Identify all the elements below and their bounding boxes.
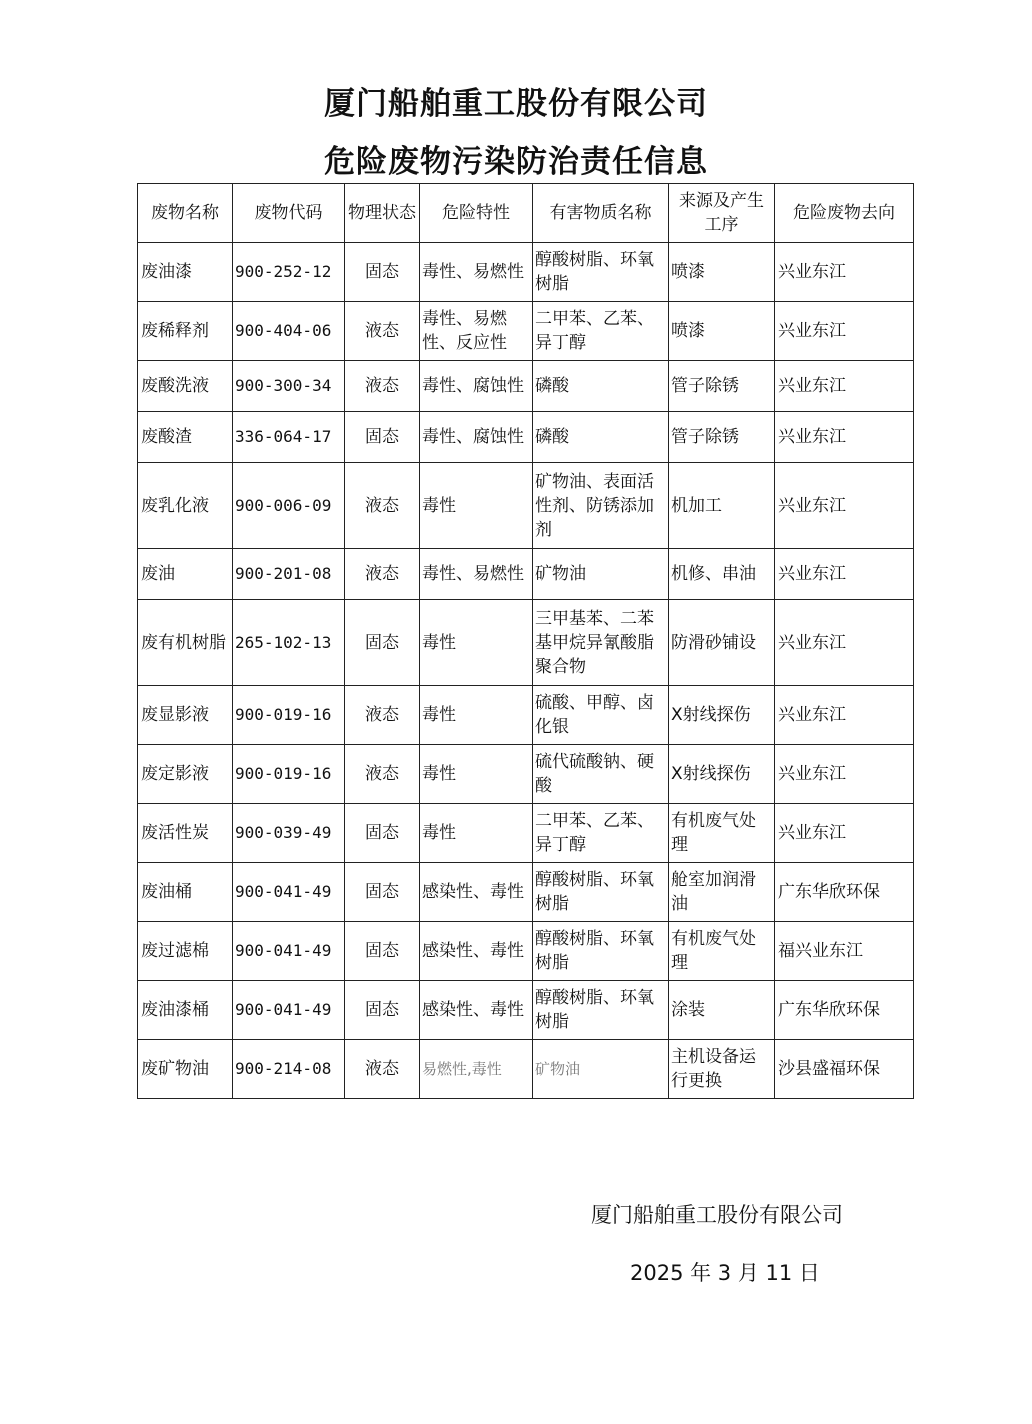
hazard-cell: 毒性、易燃性 <box>420 549 533 600</box>
header-waste-code: 废物代码 <box>233 184 345 243</box>
table-header-row <box>138 184 914 243</box>
hazard-cell: 毒性、腐蚀性 <box>420 412 533 463</box>
waste-code-cell: 900-019-16 <box>233 745 345 804</box>
hazard-cell: 毒性 <box>420 600 533 686</box>
waste-code-cell: 900-404-06 <box>233 302 345 361</box>
substance-cell: 硫代硫酸钠、硬酸 <box>533 745 669 804</box>
destination-cell: 沙县盛福环保 <box>775 1040 914 1099</box>
source-cell: 有机废气处理 <box>669 804 775 863</box>
waste-code-cell: 900-201-08 <box>233 549 345 600</box>
hazard-cell: 毒性 <box>420 804 533 863</box>
header-harmful-substance: 有害物质名称 <box>533 184 669 243</box>
source-cell: 主机设备运行更换 <box>669 1040 775 1099</box>
waste-name-cell: 废油桶 <box>138 863 233 922</box>
header-waste-name: 废物名称 <box>138 184 233 243</box>
waste-name-cell: 废酸渣 <box>138 412 233 463</box>
destination-cell: 兴业东江 <box>775 686 914 745</box>
destination-cell: 福兴业东江 <box>775 922 914 981</box>
waste-code-cell: 900-006-09 <box>233 463 345 549</box>
waste-name-cell: 废定影液 <box>138 745 233 804</box>
table-row <box>138 1040 914 1099</box>
table-row <box>138 243 914 302</box>
waste-name-cell: 废稀释剂 <box>138 302 233 361</box>
physical-state-cell: 固态 <box>345 600 420 686</box>
hazard-cell: 毒性、腐蚀性 <box>420 361 533 412</box>
waste-name-cell: 废有机树脂 <box>138 600 233 686</box>
source-cell: 管子除锈 <box>669 361 775 412</box>
header-source-process: 来源及产生工序 <box>669 184 775 243</box>
footer-company-name: 厦门船舶重工股份有限公司 <box>591 1203 843 1227</box>
hazard-cell: 毒性 <box>420 686 533 745</box>
footer-date: 2025 年 3 月 11 日 <box>630 1261 820 1285</box>
physical-state-cell: 液态 <box>345 745 420 804</box>
waste-name-cell: 废显影液 <box>138 686 233 745</box>
source-cell: 机修、串油 <box>669 549 775 600</box>
hazard-cell: 感染性、毒性 <box>420 863 533 922</box>
waste-name-cell: 废油漆桶 <box>138 981 233 1040</box>
substance-cell: 醇酸树脂、环氧树脂 <box>533 863 669 922</box>
substance-cell: 醇酸树脂、环氧树脂 <box>533 922 669 981</box>
destination-cell: 兴业东江 <box>775 243 914 302</box>
substance-cell: 矿物油 <box>533 1040 669 1099</box>
destination-cell: 兴业东江 <box>775 361 914 412</box>
document-title: 厦门船舶重工股份有限公司 <box>324 86 708 122</box>
waste-code-cell: 900-252-12 <box>233 243 345 302</box>
source-cell: 管子除锈 <box>669 412 775 463</box>
physical-state-cell: 液态 <box>345 361 420 412</box>
table-row <box>138 302 914 361</box>
waste-code-cell: 900-214-08 <box>233 1040 345 1099</box>
waste-name-cell: 废油漆 <box>138 243 233 302</box>
physical-state-cell: 固态 <box>345 981 420 1040</box>
table-row <box>138 922 914 981</box>
physical-state-cell: 固态 <box>345 243 420 302</box>
table-row <box>138 463 914 549</box>
hazardous-waste-table <box>137 183 914 1099</box>
destination-cell: 广东华欣环保 <box>775 863 914 922</box>
table-row <box>138 804 914 863</box>
physical-state-cell: 液态 <box>345 463 420 549</box>
source-cell: 喷漆 <box>669 302 775 361</box>
waste-name-cell: 废乳化液 <box>138 463 233 549</box>
waste-name-cell: 废过滤棉 <box>138 922 233 981</box>
substance-cell: 二甲苯、乙苯、异丁醇 <box>533 302 669 361</box>
destination-cell: 兴业东江 <box>775 600 914 686</box>
physical-state-cell: 液态 <box>345 1040 420 1099</box>
waste-name-cell: 废矿物油 <box>138 1040 233 1099</box>
destination-cell: 兴业东江 <box>775 804 914 863</box>
waste-code-cell: 900-041-49 <box>233 981 345 1040</box>
destination-cell: 兴业东江 <box>775 745 914 804</box>
destination-cell: 兴业东江 <box>775 549 914 600</box>
substance-cell: 磷酸 <box>533 361 669 412</box>
substance-cell: 硫酸、甲醇、卤化银 <box>533 686 669 745</box>
source-cell: 喷漆 <box>669 243 775 302</box>
waste-code-cell: 900-041-49 <box>233 922 345 981</box>
table-row <box>138 863 914 922</box>
waste-name-cell: 废活性炭 <box>138 804 233 863</box>
hazard-cell: 感染性、毒性 <box>420 922 533 981</box>
source-cell: X射线探伤 <box>669 686 775 745</box>
destination-cell: 兴业东江 <box>775 412 914 463</box>
physical-state-cell: 固态 <box>345 412 420 463</box>
substance-cell: 矿物油、表面活性剂、防锈添加剂 <box>533 463 669 549</box>
physical-state-cell: 固态 <box>345 804 420 863</box>
source-cell: 舱室加润滑油 <box>669 863 775 922</box>
hazard-cell: 感染性、毒性 <box>420 981 533 1040</box>
physical-state-cell: 固态 <box>345 863 420 922</box>
table-row <box>138 981 914 1040</box>
header-hazard-property: 危险特性 <box>420 184 533 243</box>
source-cell: 机加工 <box>669 463 775 549</box>
document-subtitle: 危险废物污染防治责任信息 <box>324 144 708 180</box>
hazard-cell: 毒性、易燃性 <box>420 243 533 302</box>
hazard-cell: 毒性 <box>420 745 533 804</box>
hazard-cell: 毒性、易燃性、反应性 <box>420 302 533 361</box>
table-row <box>138 549 914 600</box>
source-cell: 有机废气处理 <box>669 922 775 981</box>
header-destination: 危险废物去向 <box>775 184 914 243</box>
waste-code-cell: 900-300-34 <box>233 361 345 412</box>
substance-cell: 二甲苯、乙苯、异丁醇 <box>533 804 669 863</box>
header-physical-state: 物理状态 <box>345 184 420 243</box>
source-cell: X射线探伤 <box>669 745 775 804</box>
hazard-cell: 易燃性,毒性 <box>420 1040 533 1099</box>
waste-code-cell: 900-041-49 <box>233 863 345 922</box>
physical-state-cell: 液态 <box>345 302 420 361</box>
physical-state-cell: 液态 <box>345 686 420 745</box>
physical-state-cell: 液态 <box>345 549 420 600</box>
substance-cell: 磷酸 <box>533 412 669 463</box>
physical-state-cell: 固态 <box>345 922 420 981</box>
substance-cell: 醇酸树脂、环氧树脂 <box>533 243 669 302</box>
waste-code-cell: 900-019-16 <box>233 686 345 745</box>
source-cell: 防滑砂铺设 <box>669 600 775 686</box>
waste-name-cell: 废酸洗液 <box>138 361 233 412</box>
destination-cell: 兴业东江 <box>775 463 914 549</box>
table-row <box>138 686 914 745</box>
table-row <box>138 412 914 463</box>
source-cell: 涂装 <box>669 981 775 1040</box>
waste-code-cell: 336-064-17 <box>233 412 345 463</box>
waste-code-cell: 265-102-13 <box>233 600 345 686</box>
substance-cell: 矿物油 <box>533 549 669 600</box>
waste-code-cell: 900-039-49 <box>233 804 345 863</box>
table-row <box>138 745 914 804</box>
table-row <box>138 361 914 412</box>
table-row <box>138 600 914 686</box>
destination-cell: 兴业东江 <box>775 302 914 361</box>
destination-cell: 广东华欣环保 <box>775 981 914 1040</box>
substance-cell: 醇酸树脂、环氧树脂 <box>533 981 669 1040</box>
substance-cell: 三甲基苯、二苯基甲烷异氰酸脂聚合物 <box>533 600 669 686</box>
hazard-cell: 毒性 <box>420 463 533 549</box>
waste-name-cell: 废油 <box>138 549 233 600</box>
